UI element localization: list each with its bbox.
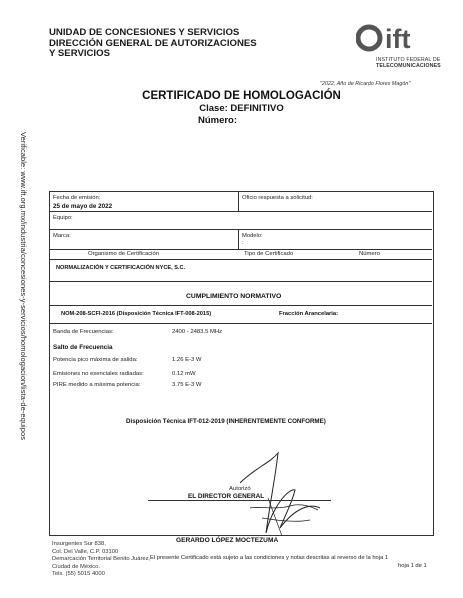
autorizo-label: Autorizó xyxy=(229,486,251,492)
modelo-label: Modelo: xyxy=(242,233,263,239)
issuing-unit-line3: Y SERVICIOS xyxy=(49,48,110,59)
divider xyxy=(49,249,432,250)
marca-label: Marca: xyxy=(53,233,71,239)
tipo-cert-label: Tipo de Certificado xyxy=(244,251,294,257)
director-name: GERARDO LÓPEZ MOCTEZUMA xyxy=(176,537,279,544)
issuing-unit xyxy=(49,28,257,60)
salto-heading: Salto de Frecuencia xyxy=(53,344,113,351)
divider xyxy=(49,305,432,306)
address-line3: Demarcación Territorial Benito Juárez, xyxy=(52,556,151,563)
pire-value: 3.75 E-3 W xyxy=(172,382,202,388)
emisiones-value: 0.12 mW xyxy=(172,371,196,377)
fraccion-label: Fracción Arancelaria: xyxy=(279,311,339,317)
org-cert-value: NORMALIZACIÓN Y CERTIFICACIÓN NYCE, S.C. xyxy=(56,265,186,271)
modelo-colon: : xyxy=(242,240,244,246)
divider xyxy=(238,229,239,249)
issuing-unit-line2: DIRECCIÓN GENERAL DE AUTORIZACIONES xyxy=(49,37,257,49)
numero-cert-label: Número xyxy=(359,251,380,257)
fecha-value: 25 de mayo de 2022 xyxy=(53,203,113,210)
ift-logo-text: ift xyxy=(385,24,411,54)
banda-label: Banda de Frecuencias: xyxy=(53,329,114,335)
ift-logo-sub1: INSTITUTO FEDERAL DE xyxy=(376,57,441,63)
year-motto: "2022, Año de Ricardo Flores Magón" xyxy=(320,81,411,87)
issuing-unit-line1: UNIDAD DE CONCESIONES Y SERVICIOS xyxy=(49,27,240,38)
certificate-title: CERTIFICADO DE HOMOLOGACIÓN xyxy=(142,90,341,102)
norma-value: NOM-208-SCFI-2016 (Disposición Técnica IFT-008-2015) xyxy=(61,311,212,317)
certificate-number-label: Número: xyxy=(197,115,238,126)
ift-logo-subtitle xyxy=(376,57,441,69)
signature-line xyxy=(148,500,331,501)
certificate-class: Clase: DEFINITIVO xyxy=(199,103,284,114)
address-line2: Col. Del Valle, C.P. 03100 xyxy=(52,548,119,555)
footer-note: El presente Certificado está sujeto a las condiciones y notas descritas al reverso de la hoja 1 xyxy=(150,555,389,561)
disposicion-text: Disposición Técnica IFT-012-2019 (INHERENTEMENTE CONFORME) xyxy=(126,418,326,425)
oficio-label: Oficio respuesta a solicitud: xyxy=(242,195,313,201)
divider xyxy=(49,259,432,260)
cumplimiento-heading: CUMPLIMIENTO NORMATIVO xyxy=(186,293,282,300)
footer-address xyxy=(52,541,150,579)
address-line1: Insurgentes Sur 838, xyxy=(52,541,106,547)
potencia-label: Potencia pico máxima de salida: xyxy=(53,357,138,363)
potencia-value: 1.26 E-3 W xyxy=(172,357,202,363)
divider xyxy=(49,211,432,212)
ift-logo xyxy=(356,20,448,78)
equipo-label: Equipo: xyxy=(53,215,73,221)
divider xyxy=(238,191,239,211)
divider xyxy=(49,281,432,282)
fecha-label: Fecha de emisión: xyxy=(53,195,101,201)
address-line4: Ciudad de México. xyxy=(52,563,101,570)
divider xyxy=(49,229,432,230)
org-cert-label: Organismo de Certificación xyxy=(88,251,160,257)
divider xyxy=(49,323,432,324)
pire-label: PIRE medido a máxima potencia: xyxy=(53,382,141,388)
director-title: EL DIRECTOR GENERAL xyxy=(188,493,265,500)
emisiones-label: Emisiones no esenciales radiadas: xyxy=(53,371,144,377)
verification-url: Verificable: www.ift.org.mx/industria/concesiones-y-servicios/homologacion/lista-de-equipos xyxy=(19,132,28,441)
address-line5: Tels. (55) 5015 4000 xyxy=(52,571,105,578)
page-indicator: hoja 1 de 1 xyxy=(398,563,427,569)
banda-value: 2400 - 2483.5 MHz xyxy=(172,329,223,335)
ift-logo-sub2: TELECOMUNICACIONES xyxy=(376,63,441,69)
